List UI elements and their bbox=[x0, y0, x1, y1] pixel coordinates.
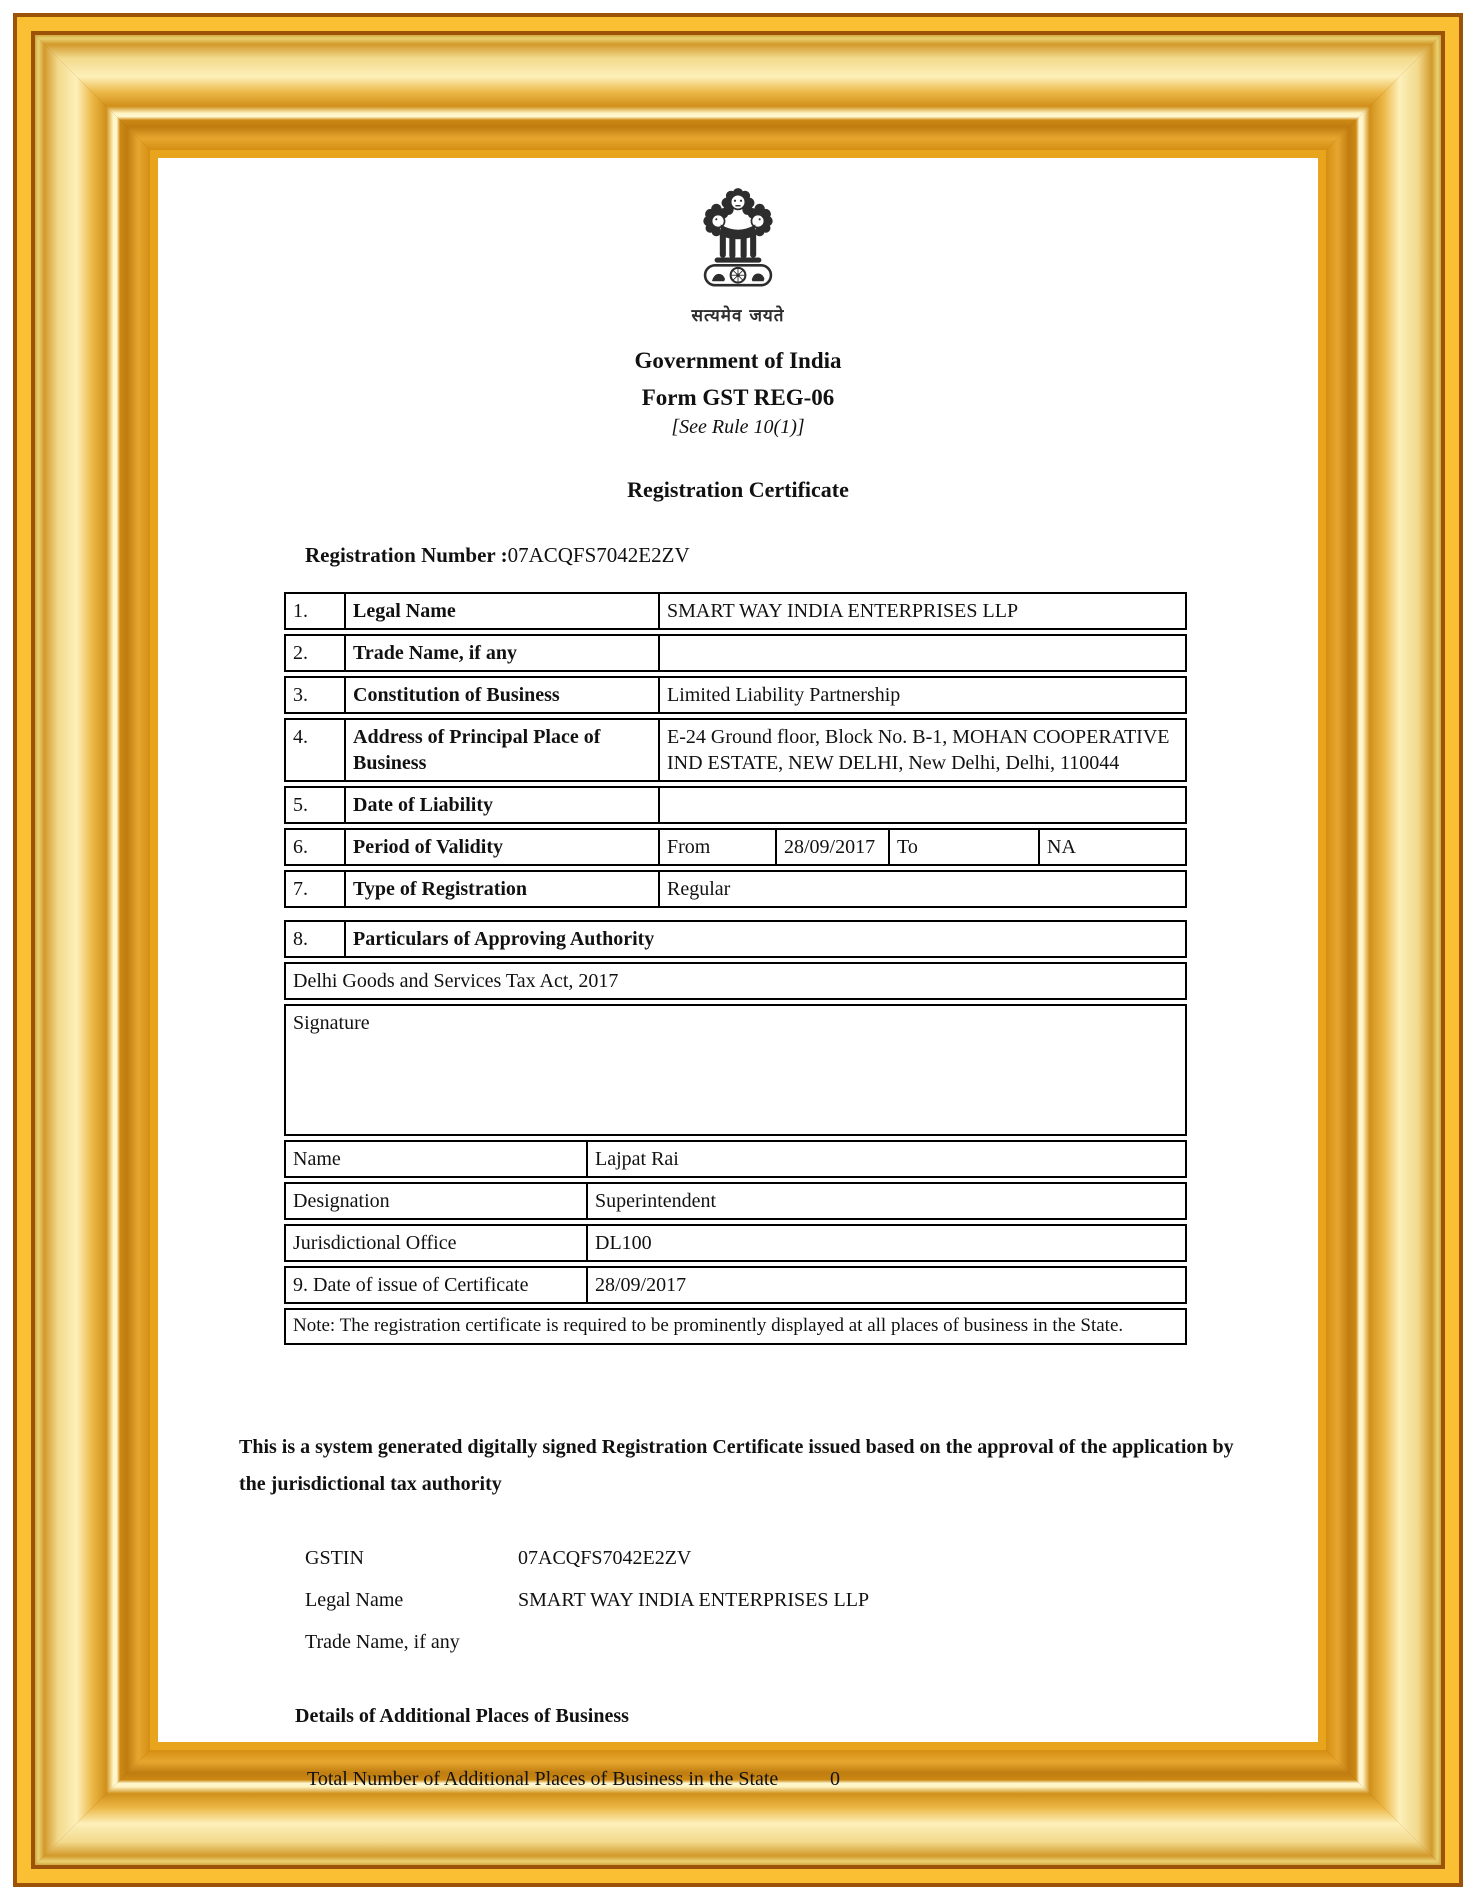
heading-government: Government of India bbox=[634, 348, 842, 373]
row-label: Particulars of Approving Authority bbox=[353, 928, 655, 950]
validity-from-date: 28/09/2017 bbox=[777, 830, 890, 864]
row-number: 1. bbox=[286, 594, 346, 628]
registration-number-line bbox=[305, 543, 1318, 568]
table-row-designation bbox=[284, 1182, 1187, 1220]
row-label: Designation bbox=[286, 1184, 588, 1218]
row-number: 8. bbox=[286, 922, 346, 956]
registration-number-label: Registration Number : bbox=[305, 543, 508, 567]
frame-gold-lip bbox=[150, 150, 1326, 1790]
trade-name-label: Trade Name, if any bbox=[305, 1630, 460, 1653]
total-additional-places-line bbox=[307, 1768, 1318, 1791]
total-additional-places-label: Total Number of Additional Places of Business in the State bbox=[307, 1767, 779, 1790]
legal-name-row bbox=[305, 1587, 1318, 1613]
legal-name-label: Legal Name bbox=[305, 1588, 404, 1611]
legal-name-value: SMART WAY INDIA ENTERPRISES LLP bbox=[518, 1588, 870, 1611]
signature-label: Signature bbox=[293, 1012, 370, 1034]
gstin-value: 07ACQFS7042E2ZV bbox=[518, 1546, 692, 1569]
row-label: Type of Registration bbox=[346, 872, 660, 906]
row-label: Name bbox=[286, 1142, 588, 1176]
row-number: 4. bbox=[286, 720, 346, 780]
row-label: Period of Validity bbox=[346, 830, 660, 864]
row-label: Jurisdictional Office bbox=[286, 1226, 588, 1260]
table-row-name bbox=[284, 1140, 1187, 1178]
validity-to-date: NA bbox=[1047, 836, 1076, 858]
frame-molding-right bbox=[1326, 35, 1441, 1865]
row-number: 3. bbox=[286, 678, 346, 712]
registration-number-value: 07ACQFS7042E2ZV bbox=[507, 543, 690, 567]
row-label: 9. Date of issue of Certificate bbox=[286, 1268, 588, 1302]
table-row-date-of-liability bbox=[284, 786, 1187, 824]
system-generated-note: This is a system generated digitally signed Registration Certificate issued based on the approval of the application by the jurisdictional tax authority bbox=[239, 1435, 1234, 1495]
note-text: Note: The registration certificate is required to be prominently displayed at all places of business in the State. bbox=[293, 1315, 1124, 1336]
table-row-jurisdictional-office bbox=[284, 1224, 1187, 1262]
act-line: Delhi Goods and Services Tax Act, 2017 bbox=[293, 970, 619, 992]
row-label: Trade Name, if any bbox=[346, 636, 660, 670]
row-value: Limited Liability Partnership bbox=[667, 684, 901, 706]
table-row-note bbox=[284, 1308, 1187, 1345]
table-row-date-of-issue bbox=[284, 1266, 1187, 1304]
row-label: Legal Name bbox=[346, 594, 660, 628]
row-value bbox=[660, 636, 1185, 670]
frame-gold-molding bbox=[35, 35, 1441, 1865]
certificate-tables bbox=[284, 592, 1187, 1345]
table-row-approving-authority bbox=[284, 920, 1187, 958]
row-number: 2. bbox=[286, 636, 346, 670]
frame-molding-left bbox=[35, 35, 150, 1865]
row-label: Address of Principal Place of Business bbox=[346, 720, 660, 780]
row-number: 6. bbox=[286, 830, 346, 864]
heading-rule-ref: [See Rule 10(1)] bbox=[671, 416, 805, 438]
gstin-row bbox=[305, 1545, 1318, 1571]
row-value: SMART WAY INDIA ENTERPRISES LLP bbox=[667, 600, 1019, 622]
emblem-block bbox=[158, 158, 1318, 326]
heading-form-name: Form GST REG-06 bbox=[641, 385, 835, 410]
row-label: Constitution of Business bbox=[346, 678, 660, 712]
row-value: E-24 Ground floor, Block No. B-1, MOHAN COOPERATIVE IND ESTATE, NEW DELHI, New Delhi, Delhi, 110044 bbox=[667, 726, 1170, 774]
gstin-label: GSTIN bbox=[305, 1546, 364, 1569]
table-row-legal-name bbox=[284, 592, 1187, 630]
table-row-signature bbox=[284, 1004, 1187, 1136]
row-value: Lajpat Rai bbox=[595, 1148, 679, 1170]
table-row-constitution bbox=[284, 676, 1187, 714]
certificate-title: Registration Certificate bbox=[627, 477, 849, 502]
table-row-trade-name bbox=[284, 634, 1187, 672]
additional-places-heading: Details of Additional Places of Business bbox=[295, 1704, 629, 1727]
certificate-document bbox=[158, 158, 1318, 1790]
table-row-address bbox=[284, 718, 1187, 782]
validity-from-label: From bbox=[660, 830, 777, 864]
row-value: DL100 bbox=[595, 1232, 652, 1254]
emblem-of-india-icon bbox=[686, 186, 790, 296]
row-number: 7. bbox=[286, 872, 346, 906]
row-label: Date of Liability bbox=[346, 788, 660, 822]
trade-name-row bbox=[305, 1629, 1318, 1655]
row-number: 5. bbox=[286, 788, 346, 822]
table-row-act bbox=[284, 962, 1187, 1000]
row-value bbox=[660, 788, 1185, 822]
row-value: Regular bbox=[667, 878, 731, 900]
row-value: 28/09/2017 bbox=[595, 1274, 687, 1296]
emblem-motto: सत्यमेव जयते bbox=[691, 306, 785, 326]
row-value: Superintendent bbox=[595, 1190, 717, 1212]
table-row-type-of-registration bbox=[284, 870, 1187, 908]
validity-to-label: To bbox=[890, 830, 1040, 864]
gstin-summary-block bbox=[305, 1545, 1318, 1655]
frame-molding-top bbox=[35, 35, 1441, 150]
total-additional-places-value: 0 bbox=[830, 1767, 840, 1790]
table-row-period-of-validity bbox=[284, 828, 1187, 866]
